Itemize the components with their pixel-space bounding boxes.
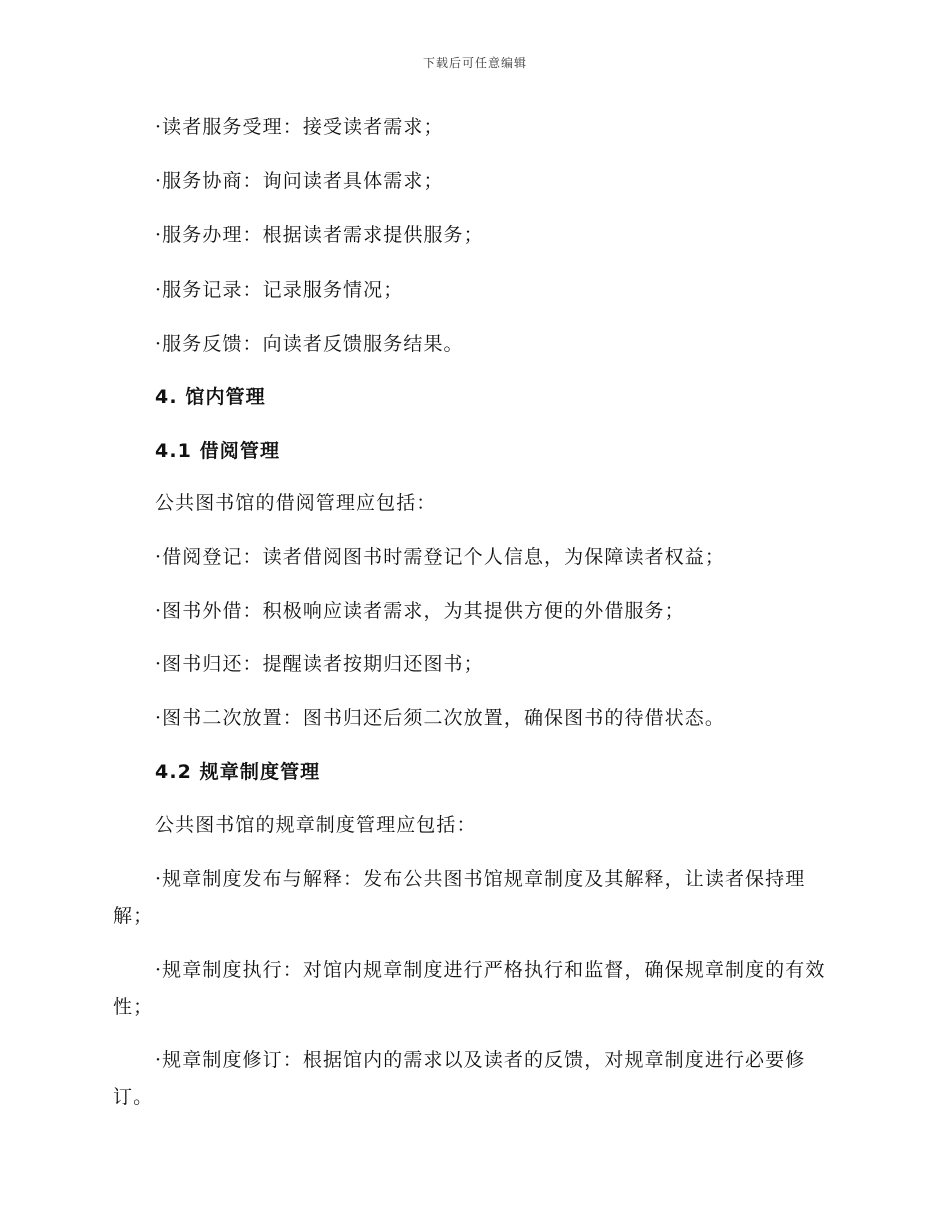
section-4-2-intro: 公共图书馆的规章制度管理应包括： <box>155 814 477 836</box>
rules-item-publish: ·规章制度发布与解释：发布公共图书馆规章制度及其解释，让读者保持理解； <box>113 868 806 927</box>
borrow-item-register: ·借阅登记：读者借阅图书时需登记个人信息，为保障读者权益； <box>155 546 725 568</box>
section-4-1-intro: 公共图书馆的借阅管理应包括： <box>155 492 437 514</box>
borrow-item-lend: ·图书外借：积极响应读者需求，为其提供方便的外借服务； <box>155 600 685 622</box>
page-header: 下载后可任意编辑 <box>422 56 527 70</box>
service-item-feedback: ·服务反馈：向读者反馈服务结果。 <box>155 333 464 355</box>
section-4-1-heading: 4.1 借阅管理 <box>155 440 281 462</box>
rules-item-execute: ·规章制度执行：对馆内规章制度进行严格执行和监督，确保规章制度的有效性； <box>113 959 826 1018</box>
service-item-handle: ·服务办理：根据读者需求提供服务； <box>155 224 484 246</box>
service-item-record: ·服务记录：记录服务情况； <box>155 279 404 301</box>
borrow-item-return: ·图书归还：提醒读者按期归还图书； <box>155 653 484 675</box>
service-item-consult: ·服务协商：询问读者具体需求； <box>155 170 444 192</box>
rules-item-revise: ·规章制度修订：根据馆内的需求以及读者的反馈，对规章制度进行必要修订。 <box>113 1049 806 1108</box>
service-item-accept: ·读者服务受理：接受读者需求； <box>155 116 444 138</box>
section-4-heading: 4. 馆内管理 <box>155 386 266 408</box>
borrow-item-reshelve: ·图书二次放置：图书归还后须二次放置，确保图书的待借状态。 <box>155 707 725 729</box>
section-4-2-heading: 4.2 规章制度管理 <box>155 761 321 783</box>
